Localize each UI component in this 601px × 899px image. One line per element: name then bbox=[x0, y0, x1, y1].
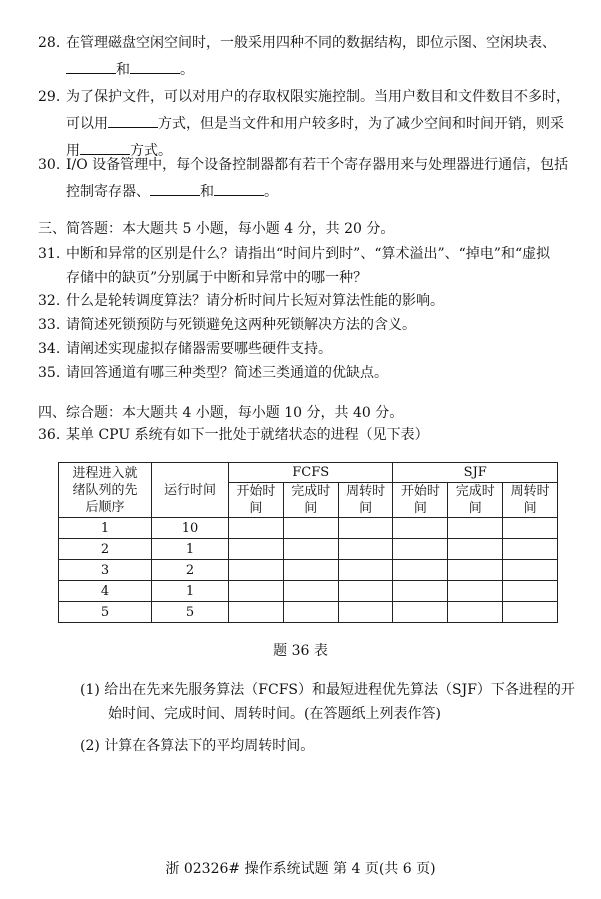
header-fcfs-start: 开始时 间 bbox=[229, 483, 284, 518]
answer-blank bbox=[66, 59, 116, 74]
page-footer: 浙 02326# 操作系统试题 第 4 页(共 6 页) bbox=[165, 861, 436, 877]
question-36 bbox=[38, 424, 579, 446]
header-sjf: SJF bbox=[393, 463, 558, 483]
question-text-fragment: 方式。 bbox=[130, 143, 172, 159]
question-number: 35. bbox=[38, 365, 61, 381]
question-text-fragment: 可以用 bbox=[66, 116, 108, 132]
question-text-line: 在管理磁盘空闲空间时，一般采用四种不同的数据结构，即位示图、空闲块表、 bbox=[66, 35, 556, 51]
question-text-fragment: 控制寄存器、 bbox=[66, 184, 150, 200]
table-row bbox=[59, 602, 558, 623]
question-text-fragment: 和 bbox=[116, 62, 130, 78]
cell-order: 2 bbox=[59, 539, 152, 560]
table-row bbox=[59, 539, 558, 560]
table-row bbox=[59, 560, 558, 581]
cell-runtime: 1 bbox=[152, 539, 229, 560]
question-text-fragment: 和 bbox=[200, 184, 214, 200]
process-table bbox=[58, 462, 558, 623]
question-number: 30. bbox=[38, 157, 61, 173]
question-text-line: 请简述死锁预防与死锁避免这两种死锁解决方法的含义。 bbox=[66, 317, 416, 333]
question-text-fragment: 。 bbox=[264, 184, 278, 200]
question-text-line: (1) 给出在先来先服务算法（FCFS）和最短进程优先算法（SJF）下各进程的开 bbox=[80, 682, 575, 698]
question-number: 32. bbox=[38, 293, 61, 309]
question-number: 31. bbox=[38, 246, 61, 262]
answer-blank bbox=[130, 59, 180, 74]
question-text-fragment: 。 bbox=[180, 62, 194, 78]
cell-runtime: 1 bbox=[152, 581, 229, 602]
question-number: 33. bbox=[38, 317, 61, 333]
question-text-fragment: 用 bbox=[66, 143, 80, 159]
cell-order: 4 bbox=[59, 581, 152, 602]
question-text-line: 请阐述实现虚拟存储器需要哪些硬件支持。 bbox=[66, 341, 332, 357]
question-34 bbox=[38, 338, 579, 360]
subquestion-1 bbox=[80, 678, 579, 726]
question-text-line: 某单 CPU 系统有如下一批处于就绪状态的进程（见下表） bbox=[66, 427, 429, 443]
question-33 bbox=[38, 314, 579, 336]
header-sjf-turnaround: 周转时 间 bbox=[503, 483, 558, 518]
header-sjf-finish: 完成时 间 bbox=[448, 483, 503, 518]
question-number: 28. bbox=[38, 35, 61, 51]
cell-order: 3 bbox=[59, 560, 152, 581]
header-fcfs-finish: 完成时 间 bbox=[283, 483, 338, 518]
answer-blank bbox=[150, 181, 200, 196]
header-arrival-order: 进程进入就 绪队列的先 后顺序 bbox=[59, 463, 152, 518]
question-number: 29. bbox=[38, 89, 61, 105]
question-32 bbox=[38, 290, 579, 312]
question-text-line: 请回答通道有哪三种类型？简述三类通道的优缺点。 bbox=[66, 365, 388, 381]
cell-runtime: 5 bbox=[152, 602, 229, 623]
table-caption: 题 36 表 bbox=[273, 643, 328, 659]
header-fcfs: FCFS bbox=[229, 463, 393, 483]
section-heading-short-answer: 三、简答题：本大题共 5 小题，每小题 4 分，共 20 分。 bbox=[38, 221, 395, 237]
question-text-line: 中断和异常的区别是什么？请指出“时间片到时”、“算术溢出”、“掉电”和“虚拟 bbox=[66, 246, 551, 262]
question-number: 34. bbox=[38, 341, 61, 357]
question-text-line: 什么是轮转调度算法？请分析时间片长短对算法性能的影响。 bbox=[66, 293, 444, 309]
table-row bbox=[59, 518, 558, 539]
question-text-line: I/O 设备管理中，每个设备控制器都有若干个寄存器用来与处理器进行通信，包括 bbox=[66, 157, 569, 173]
table-row bbox=[59, 581, 558, 602]
header-run-time: 运行时间 bbox=[152, 463, 229, 518]
question-text-line: 为了保护文件，可以对用户的存取权限实施控制。当用户数目和文件数目不多时， bbox=[66, 89, 570, 105]
cell-order: 5 bbox=[59, 602, 152, 623]
header-sjf-start: 开始时 间 bbox=[393, 483, 448, 518]
section-heading-comprehensive: 四、综合题：本大题共 4 小题，每小题 10 分，共 40 分。 bbox=[38, 405, 404, 421]
question-text-fragment: 方式，但是当文件和用户较多时，为了减少空间和时间开销，则采 bbox=[158, 116, 564, 132]
cell-runtime: 10 bbox=[152, 518, 229, 539]
question-text-line: 始时间、完成时间、周转时间。(在答题纸上列表作答) bbox=[108, 706, 441, 722]
question-number: 36. bbox=[38, 427, 61, 443]
subquestion-2: (2) 计算在各算法下的平均周转时间。 bbox=[80, 738, 315, 754]
cell-order: 1 bbox=[59, 518, 152, 539]
question-31 bbox=[38, 242, 579, 290]
answer-blank bbox=[214, 181, 264, 196]
question-28 bbox=[38, 30, 579, 84]
question-30 bbox=[38, 152, 579, 206]
header-fcfs-turnaround: 周转时 间 bbox=[338, 483, 393, 518]
answer-blank bbox=[108, 113, 158, 128]
question-text-line: 存储中的缺页”分别属于中断和异常中的哪一种？ bbox=[66, 270, 368, 286]
cell-runtime: 2 bbox=[152, 560, 229, 581]
question-35 bbox=[38, 362, 579, 384]
